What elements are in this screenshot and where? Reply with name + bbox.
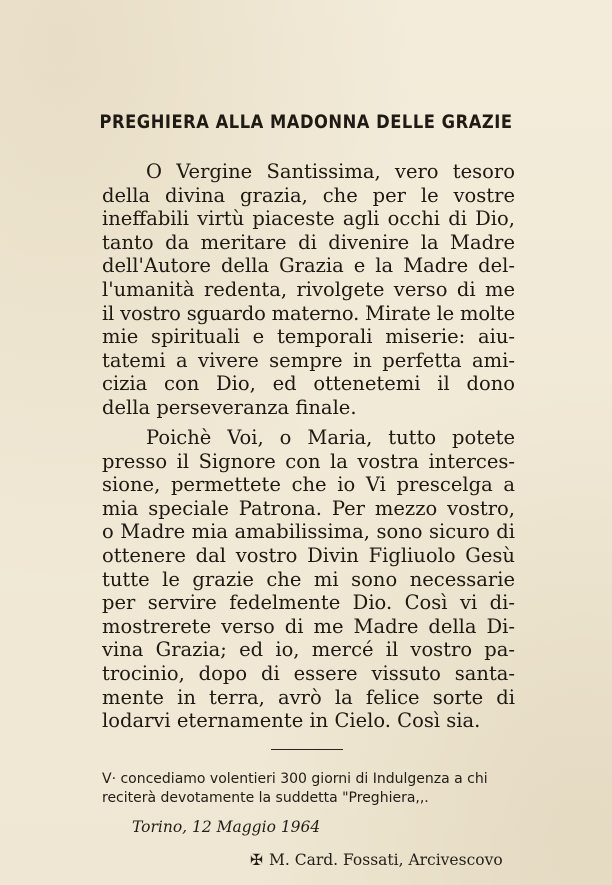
section-divider xyxy=(271,749,343,750)
paragraph-1-line: tatemi a vivere sempre in perfetta ami- xyxy=(102,348,515,372)
indulgence-line: reciterà devotamente la suddetta "Preghiera,,. xyxy=(102,790,429,806)
paragraph-2-line: sione, permettete che io Vi prescelga a xyxy=(102,473,515,497)
paragraph-2-line: vina Grazia; ed io, mercé il vostro pa- xyxy=(102,638,515,662)
paragraph-2-line: mia speciale Patrona. Per mezzo vostro, xyxy=(102,496,515,520)
paragraph-1-line: O Vergine Santissima, vero tesoro xyxy=(146,160,515,183)
prayer-title: PREGHIERA ALLA MADONNA DELLE GRAZIE xyxy=(99,111,513,133)
paragraph-2-line: presso il Signore con la vostra interces- xyxy=(102,449,515,473)
paragraph-2-line: tutte le grazie che mi sono necessarie xyxy=(102,567,515,591)
paragraph-2-line: per servire fedelmente Dio. Così vi di- xyxy=(102,591,515,615)
prayer-paragraph-1 xyxy=(102,160,515,420)
paragraph-1-line: tanto da meritare di divenire la Madre xyxy=(102,230,515,254)
indulgence-note xyxy=(102,770,515,808)
paragraph-1-line: dell'Autore della Grazia e la Madre del- xyxy=(102,254,515,278)
indulgence-line: V· concediamo volentieri 300 giorni di Indulgenza a chi xyxy=(102,771,488,787)
paragraph-2-line: ottenere dal vostro Divin Figliuolo Gesù xyxy=(102,543,515,567)
paragraph-1-line: cizia con Dio, ed ottenetemi il dono xyxy=(102,372,515,396)
cross-icon: ✠ xyxy=(250,851,263,869)
paragraph-2-line: mente in terra, avrò la felice sorte di xyxy=(102,685,515,709)
place-date: Torino, 12 Maggio 1964 xyxy=(132,818,321,836)
paragraph-2-line: trocinio, dopo di essere vissuto santa- xyxy=(102,661,515,685)
prayer-paragraph-2 xyxy=(102,426,515,733)
paragraph-1-line: ineffabili virtù piaceste agli occhi di Dio, xyxy=(102,207,515,231)
paragraph-2-line: o Madre mia amabilissima, sono sicuro di xyxy=(102,520,515,544)
paragraph-1-line: della perseveranza finale. xyxy=(102,395,357,419)
paragraph-1-line: della divina grazia, che per le vostre xyxy=(102,183,515,207)
paragraph-2-line: Poichè Voi, o Maria, tutto potete xyxy=(146,426,515,449)
paragraph-2-line: lodarvi eternamente in Cielo. Così sia. xyxy=(102,709,481,733)
paragraph-1-line: l'umanità redenta, rivolgete verso di me xyxy=(102,277,515,301)
paragraph-2-line: mostrerete verso di me Madre della Di- xyxy=(102,614,515,638)
paragraph-1-line: il vostro sguardo materno. Mirate le molte xyxy=(102,301,515,325)
paragraph-1-line: mie spirituali e temporali miserie: aiu- xyxy=(102,325,515,349)
signature-text: M. Card. Fossati, Arcivescovo xyxy=(269,851,503,869)
signature xyxy=(250,851,503,869)
